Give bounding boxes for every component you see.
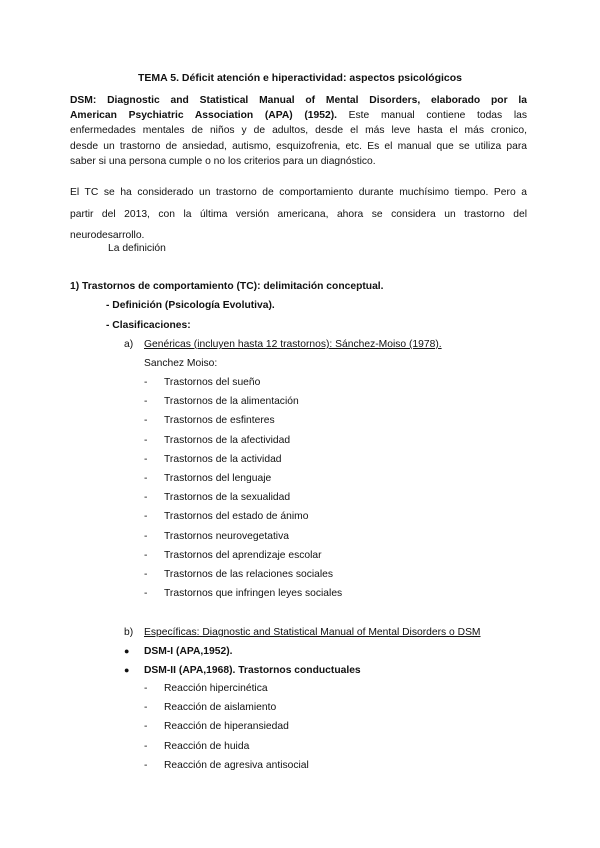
page-title: TEMA 5. Déficit atención e hiperactividad: aspectos psicológicos: [137, 72, 463, 84]
item-a: [124, 339, 442, 350]
definition-label: La definición: [108, 243, 166, 254]
item-a-letter: a): [124, 339, 134, 350]
list-item: - Trastornos del aprendizaje escolar: [144, 549, 322, 561]
list-item: ● DSM-II (APA,1968). Trastornos conductuales: [124, 665, 361, 676]
list-item: - Reacción de hiperansiedad: [144, 721, 289, 733]
dsm-intro-line-5: saber si una persona cumple o no los criterios para un diagnóstico.: [70, 155, 376, 167]
list-item: - Trastornos neurovegetativa: [144, 530, 289, 542]
dsm-intro-line-4: desde un trastorno de ansiedad, autismo, esquizofrenia, etc. Es el manual que se utiliza para: [70, 140, 527, 152]
tc-line-1: El TC se ha considerado un trastorno de comportamiento durante muchísimo tiempo. Pero a: [70, 187, 527, 198]
dsm-versions-list: [124, 644, 361, 682]
list-item: - Trastornos de las relaciones sociales: [144, 568, 334, 580]
dsm2-reactions-list: [144, 682, 309, 778]
item-b-letter: b): [124, 627, 134, 638]
item-b: [124, 627, 481, 638]
list-item: - Trastornos que infringen leyes sociales: [144, 588, 343, 600]
list-item: - Reacción hipercinética: [144, 683, 268, 694]
subsection-clasificaciones: - Clasificaciones:: [106, 320, 191, 331]
list-item: ● DSM-I (APA,1952).: [124, 646, 233, 657]
list-item: - Trastornos del lenguaje: [144, 472, 272, 484]
dsm-intro-paragraph: [70, 93, 527, 169]
list-item: - Trastornos de la afectividad: [144, 434, 291, 446]
dsm-intro-line-2-rest: Este manual contiene todas las: [337, 110, 527, 122]
tc-line-2: partir del 2013, con la última versión americana, ahora se considera un trastorno del: [70, 208, 527, 220]
tc-paragraph: [70, 182, 527, 247]
dsm-intro-line-2: [70, 108, 527, 123]
list-item: - Trastornos de la alimentación: [144, 396, 299, 408]
list-item: - Reacción de huida: [144, 740, 250, 752]
section-1-heading: 1) Trastornos de comportamiento (TC): delimitación conceptual.: [70, 281, 384, 292]
list-item: - Reacción de aislamiento: [144, 702, 277, 714]
dsm-intro-apa: American Psychiatric Association (APA) (1952).: [70, 110, 337, 122]
item-a-text: Genéricas (incluyen hasta 12 trastornos): Sánchez-Moiso (1978).: [144, 339, 442, 350]
list-item: - Reacción de agresiva antisocial: [144, 759, 309, 771]
item-b-text: Específicas: Diagnostic and Statistical Manual of Mental Disorders o DSM: [144, 627, 481, 638]
dsm-intro-line-1: DSM: Diagnostic and Statistical Manual of Mental Disorders, elaborado por la: [70, 95, 527, 106]
list-item: - Trastornos de esfinteres: [144, 415, 275, 427]
list-item: - Trastornos de la actividad: [144, 453, 282, 465]
tc-line-3: neurodesarrollo.: [70, 230, 145, 241]
subsection-definicion: - Definición (Psicología Evolutiva).: [106, 300, 275, 311]
list-item: - Trastornos del estado de ánimo: [144, 511, 309, 523]
dsm-intro-line-3: enfermedades mentales de niños y de adultos, desde el más leve hasta el más cronico,: [70, 125, 527, 137]
bullet-icon: ●: [124, 665, 130, 675]
bullet-icon: ●: [124, 646, 130, 656]
list-item: - Trastornos de la sexualidad: [144, 492, 291, 504]
sanchez-moiso-label: Sanchez Moiso:: [144, 358, 218, 369]
generic-disorders-list: [144, 376, 342, 606]
list-item: - Trastornos del sueño: [144, 377, 261, 388]
